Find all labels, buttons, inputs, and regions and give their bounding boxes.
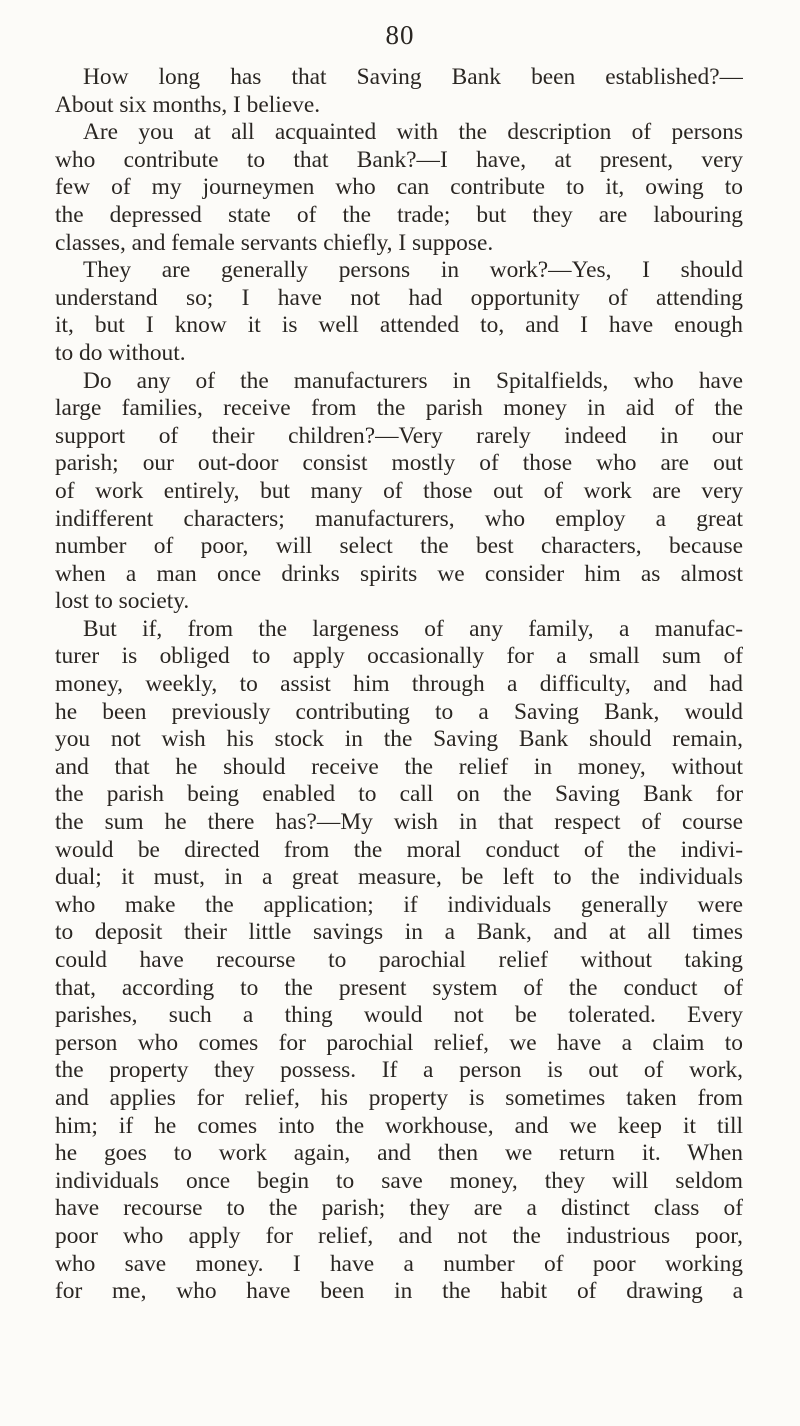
- text-line: lost to society.: [55, 588, 190, 615]
- text-line: Do any of the manufacturers in Spitalfields, who have: [83, 367, 743, 394]
- text-line: parish; our out-door consist mostly of those who are out: [55, 450, 743, 477]
- text-line: it, but I know it is well attended to, and I have enough: [55, 312, 743, 339]
- text-line: About six months, I believe.: [55, 91, 321, 118]
- text-line: indifferent characters; manufacturers, who employ a great: [55, 505, 743, 532]
- text-line: the parish being enabled to call on the Saving Bank for: [55, 781, 743, 808]
- text-line: parishes, such a thing would not be tolerated. Every: [55, 1002, 743, 1029]
- page-number: 80: [385, 20, 415, 50]
- text-line: individuals once begin to save money, they will seldom: [55, 1167, 743, 1194]
- text-line: could have recourse to parochial relief without taking: [55, 947, 743, 973]
- text-line: who contribute to that Bank?—I have, at present, very: [55, 146, 743, 173]
- text-line: understand so; I have not had opportunity of attending: [55, 284, 743, 311]
- text-line: to do without.: [55, 339, 186, 366]
- body-text: [55, 64, 743, 1306]
- text-line: and that he should receive the relief in money, without: [55, 753, 743, 780]
- text-line: few of my journeymen who can contribute to it, owing to: [55, 174, 743, 201]
- text-line: poor who apply for relief, and not the industrious poor,: [55, 1222, 743, 1249]
- text-line: to deposit their little savings in a Bank, and at all times: [55, 919, 743, 946]
- text-line: he been previously contributing to a Saving Bank, would: [55, 698, 743, 725]
- text-line: you not wish his stock in the Saving Bank should remain,: [55, 726, 743, 753]
- text-line: support of their children?—Very rarely indeed in our: [55, 422, 743, 449]
- text-line: him; if he comes into the workhouse, and we keep it till: [55, 1112, 743, 1139]
- text-line: when a man once drinks spirits we consider him as almost: [55, 560, 743, 587]
- text-line: large families, receive from the parish money in aid of the: [55, 395, 743, 422]
- text-line: for me, who have been in the habit of drawing a: [55, 1278, 743, 1305]
- text-line: classes, and female servants chiefly, I suppose.: [55, 229, 494, 256]
- text-line: How long has that Saving Bank been established?—: [83, 64, 743, 90]
- text-line: But if, from the largeness of any family, a manufac-: [83, 615, 743, 642]
- text-line: the property they possess. If a person is out of work,: [55, 1057, 743, 1084]
- text-line: dual; it must, in a great measure, be left to the individuals: [55, 864, 743, 891]
- text-line: have recourse to the parish; they are a distinct class of: [55, 1195, 743, 1222]
- text-line: number of poor, will select the best characters, because: [55, 533, 743, 560]
- text-line: Are you at all acquainted with the description of persons: [83, 119, 743, 146]
- text-line: and applies for relief, his property is sometimes taken from: [55, 1084, 743, 1111]
- text-line: turer is obliged to apply occasionally for a small sum of: [55, 643, 743, 670]
- text-line: that, according to the present system of the conduct of: [55, 974, 743, 1001]
- text-line: person who comes for parochial relief, we have a claim to: [55, 1029, 743, 1056]
- text-line: They are generally persons in work?—Yes, I should: [83, 257, 743, 284]
- text-line: the depressed state of the trade; but they are labouring: [55, 201, 743, 228]
- text-line: he goes to work again, and then we return it. When: [55, 1140, 743, 1167]
- text-line: money, weekly, to assist him through a difficulty, and had: [55, 671, 743, 698]
- text-line: the sum he there has?—My wish in that respect of course: [55, 809, 743, 836]
- text-line: of work entirely, but many of those out of work are very: [55, 477, 743, 504]
- text-line: would be directed from the moral conduct of the indivi-: [55, 836, 743, 863]
- text-line: who save money. I have a number of poor working: [55, 1250, 743, 1277]
- text-line: who make the application; if individuals generally were: [55, 891, 743, 918]
